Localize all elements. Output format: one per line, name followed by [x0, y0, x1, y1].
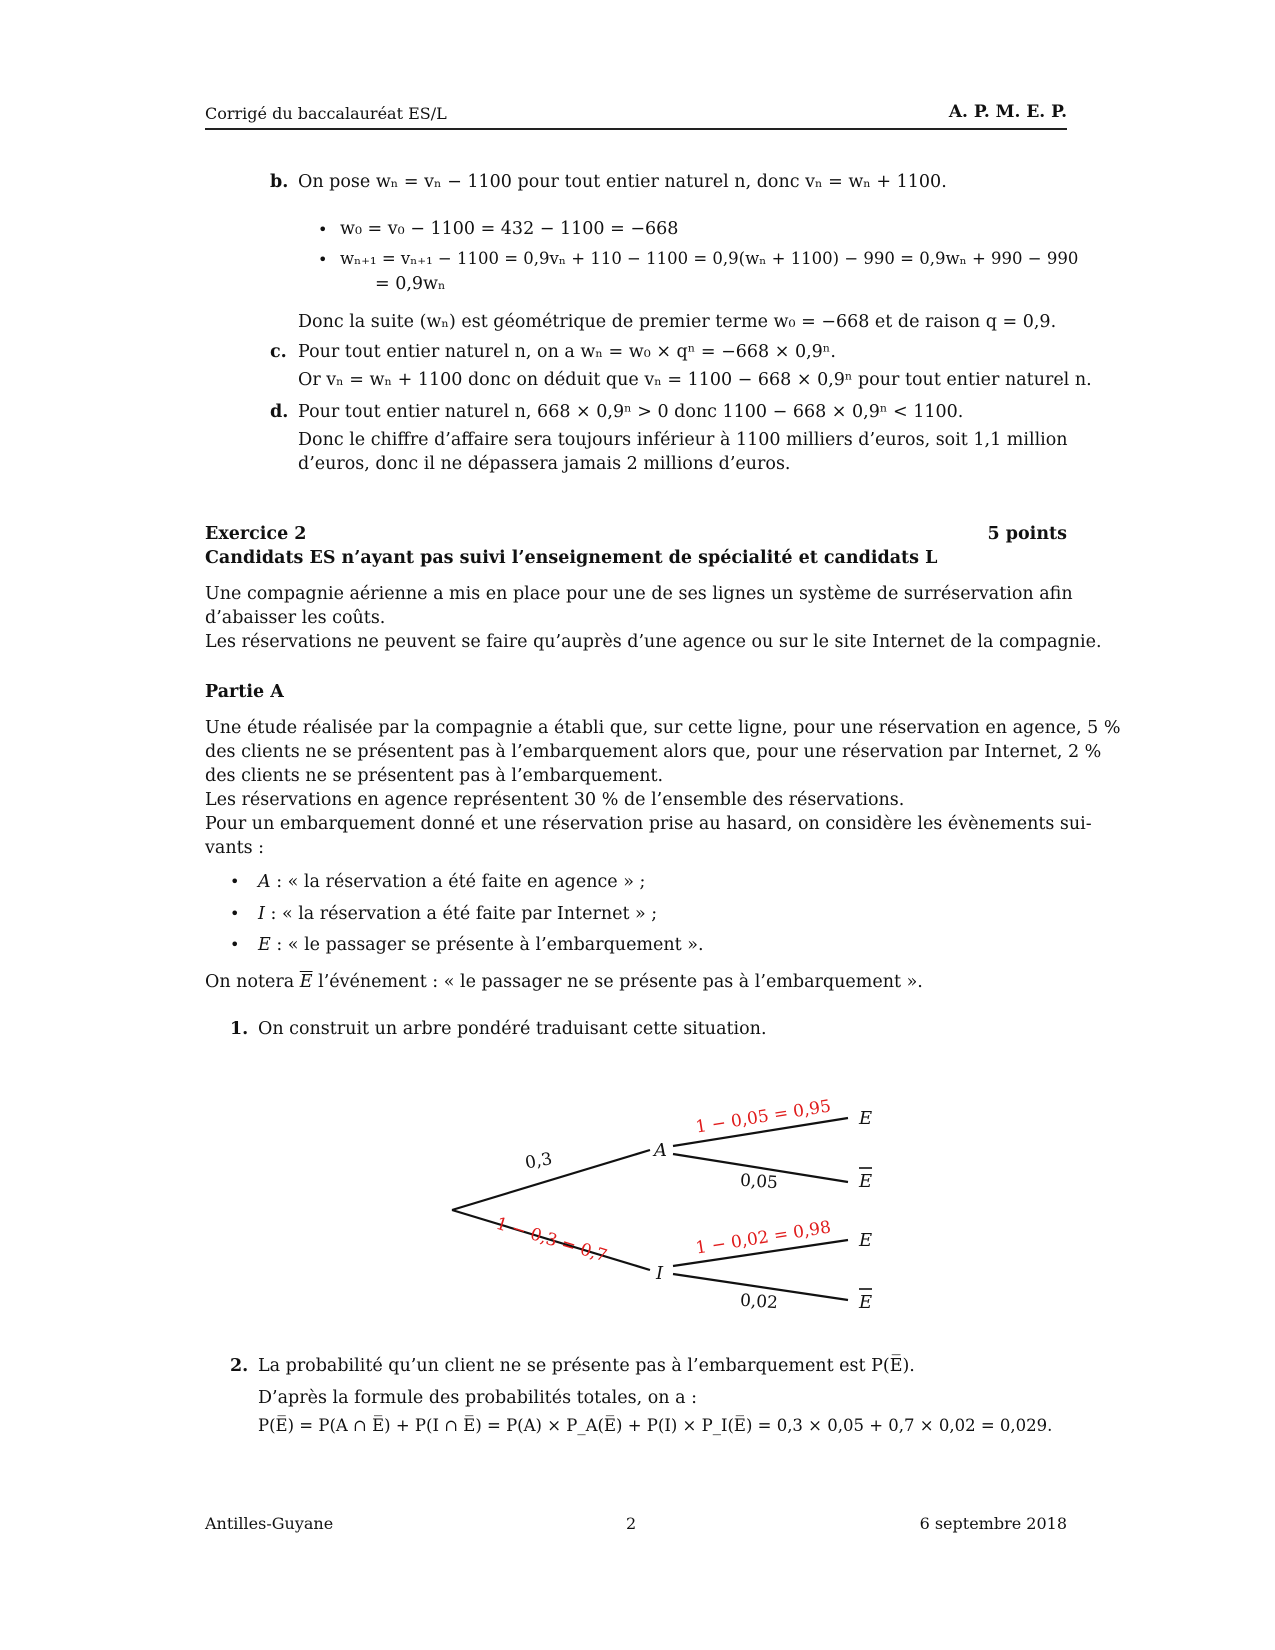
bullet-dot: •	[230, 904, 240, 923]
partie-a-p6: vants :	[205, 838, 265, 858]
notation-after: l’événement : « le passager ne se présente pas à l’embarquement ».	[312, 972, 923, 992]
c-line2: Or vₙ = wₙ + 1100 donc on déduit que vₙ = 1100 − 668 × 0,9ⁿ pour tout entier naturel n.	[298, 370, 1092, 390]
event-e-letter: E	[258, 935, 271, 955]
exercise-subtitle: Candidats ES n’ayant pas suivi l’enseignement de spécialité et candidats L	[205, 548, 938, 568]
bullet-dot: •	[230, 935, 240, 954]
event-a-text: : « la réservation a été faite en agence » ;	[270, 872, 646, 892]
label-c: c.	[270, 342, 287, 362]
weight-a-e: 1 − 0,05 = 0,95	[694, 1096, 833, 1138]
q1-text: On construit un arbre pondéré traduisant cette situation.	[258, 1019, 767, 1039]
q2-line2: D’après la formule des probabilités totales, on a :	[258, 1388, 697, 1408]
d-line2: Donc le chiffre d’affaire sera toujours inférieur à 1100 milliers d’euros, soit 1,1 million	[298, 430, 1068, 450]
weight-i-e: 1 − 0,02 = 0,98	[694, 1217, 833, 1259]
partie-a-p2: des clients ne se présentent pas à l’embarquement alors que, pour une réservation par Internet, 2 %	[205, 742, 1102, 762]
weight-root-a: 0,3	[523, 1149, 554, 1174]
weight-a-ebar: 0,05	[739, 1170, 779, 1194]
weight-i-ebar: 0,02	[739, 1290, 779, 1314]
partie-a-p3: des clients ne se présentent pas à l’embarquement.	[205, 766, 664, 786]
partie-a-p1: Une étude réalisée par la compagnie a établi que, sur cette ligne, pour une réservation en agence, 5 %	[205, 718, 1121, 738]
exercise-intro2: d’abaisser les coûts.	[205, 608, 386, 628]
node-ebar-1: E	[859, 1171, 873, 1192]
header-right: A. P. M. E. P.	[948, 102, 1067, 122]
weight-root-i: 1 − 0,3 = 0,7	[493, 1213, 610, 1267]
bullet-dot: •	[318, 220, 328, 239]
event-a-letter: A	[258, 872, 271, 892]
exercise-intro1: Une compagnie aérienne a mis en place pour une de ses lignes un système de surréservation afin	[205, 584, 1073, 604]
d-line3: d’euros, donc il ne dépassera jamais 2 millions d’euros.	[298, 454, 791, 474]
q2-line1: La probabilité qu’un client ne se présente pas à l’embarquement est P(E̅).	[258, 1356, 915, 1376]
event-i-text: : « la réservation a été faite par Internet » ;	[264, 904, 658, 924]
d-line1: Pour tout entier naturel n, 668 × 0,9ⁿ > 0 donc 1100 − 668 × 0,9ⁿ < 1100.	[298, 402, 964, 422]
node-e-1: E	[859, 1108, 873, 1129]
partie-a-p4: Les réservations en agence représentent 30 % de l’ensemble des réservations.	[205, 790, 905, 810]
footer-left: Antilles-Guyane	[205, 1514, 334, 1533]
q1-label: 1.	[230, 1019, 249, 1039]
event-e-text: : « le passager se présente à l’embarquement ».	[270, 935, 704, 955]
b-bullet2-line1: wₙ₊₁ = vₙ₊₁ − 1100 = 0,9vₙ + 110 − 1100 = 0,9(wₙ + 1100) − 990 = 0,9wₙ + 990 − 990	[340, 249, 1079, 268]
footer-page-number: 2	[626, 1514, 637, 1533]
notation-before: On notera	[205, 972, 300, 992]
b-bullet2-line2: = 0,9wₙ	[375, 274, 446, 294]
b-bullet1: w₀ = v₀ − 1100 = 432 − 1100 = −668	[340, 219, 679, 239]
bullet-dot: •	[318, 250, 328, 269]
exercise-intro3: Les réservations ne peuvent se faire qu’auprès d’une agence ou sur le site Internet de la compagnie.	[205, 632, 1102, 652]
partie-a-p5: Pour un embarquement donné et une réservation prise au hasard, on considère les évènements sui-	[205, 814, 1092, 834]
footer-right: 6 septembre 2018	[919, 1514, 1067, 1533]
node-i: I	[656, 1263, 664, 1284]
c-line1: Pour tout entier naturel n, on a wₙ = w₀ × qⁿ = −668 × 0,9ⁿ.	[298, 342, 836, 362]
notation-letter: $\overline{E}$	[299, 972, 313, 992]
node-ebar-2: E	[859, 1292, 873, 1313]
label-d: d.	[270, 402, 289, 422]
q2-label: 2.	[230, 1356, 249, 1376]
bullet-dot: •	[230, 872, 240, 891]
partie-a-title: Partie A	[205, 682, 284, 702]
b-intro: On pose wₙ = vₙ − 1100 pour tout entier naturel n, donc vₙ = wₙ + 1100.	[298, 172, 947, 192]
node-a: A	[654, 1140, 667, 1161]
exercise-title: Exercice 2	[205, 524, 307, 544]
event-i-letter: I	[258, 904, 265, 924]
q2-line3: P(E̅) = P(A ∩ E̅) + P(I ∩ E̅) = P(A) × P_A(E̅) + P(I) × P_I(E̅) = 0,3 × 0,05 + 0,7 × 0,02 = 0,029.	[258, 1416, 1053, 1435]
label-b: b.	[270, 172, 289, 192]
exercise-points: 5 points	[987, 524, 1067, 544]
node-e-2: E	[859, 1230, 873, 1251]
header-left: Corrigé du baccalauréat ES/L	[205, 104, 447, 123]
b-conclusion: Donc la suite (wₙ) est géométrique de premier terme w₀ = −668 et de raison q = 0,9.	[298, 312, 1057, 332]
